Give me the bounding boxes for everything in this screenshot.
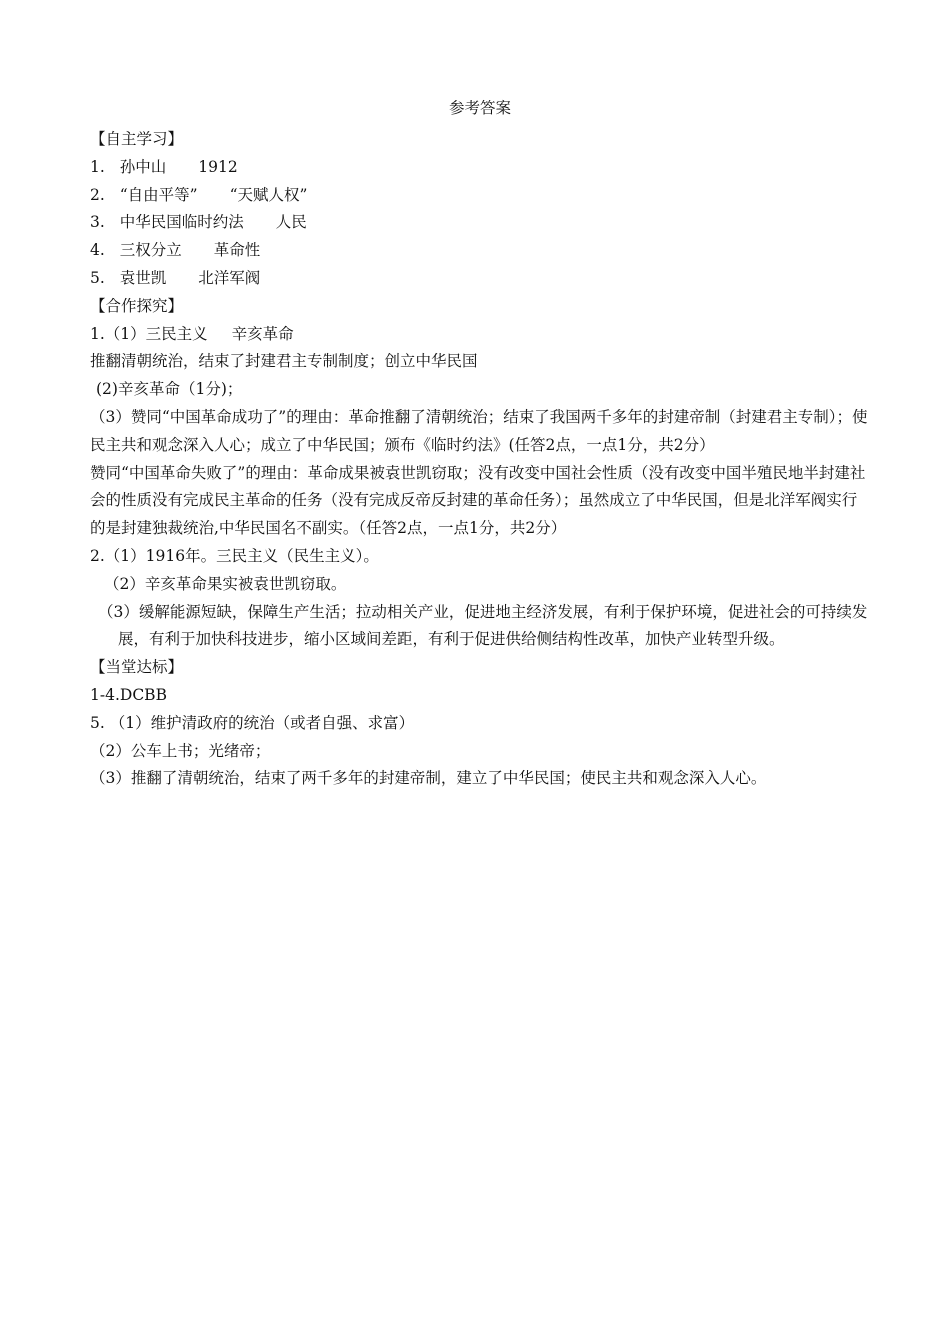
class-test-q1-4: 1-4.DCBB — [90, 685, 167, 704]
section-heading-class-test: 【当堂达标】 — [90, 658, 184, 677]
self-study-item-3 — [90, 209, 870, 237]
answer-text: 辛亥革命 — [231, 324, 294, 343]
cooperation-q1-4: 赞同“中国革命失败了”的理由：革命成果被袁世凯窃取；没有改变中国社会性质（没有改变中国半殖民地半封建社会的性质没有完成民主革命的任务（没有完成反帝反封建的革命任务）；虽然成立了中华民国，但是北洋军阀实行的是封建独裁统治,中华民国名不副实。（任答2点，一点1分，共2分） — [90, 463, 866, 538]
item-number: 3. — [90, 213, 105, 232]
document-title: 参考答案 — [448, 99, 511, 117]
answer-b: 革命性 — [213, 241, 261, 260]
class-test-q5-1: 5. （1）维护清政府的统治（或者自强、求富） — [90, 713, 415, 732]
answer-a: 中华民国临时约法 — [119, 213, 244, 232]
answer-a: 三权分立 — [119, 241, 182, 260]
answer-text: 1.（1）三民主义 — [90, 324, 208, 343]
cooperation-q1-3: （3）赞同“中国革命成功了”的理由：革命推翻了清朝统治；结束了我国两千多年的封建帝制（封建君主专制）；使民主共和观念深入人心；成立了中华民国；颁布《临时约法》(任答2点，一点1分，共2分） — [90, 407, 868, 454]
self-study-item-1 — [90, 154, 870, 182]
self-study-item-2 — [90, 182, 870, 210]
section-heading-self-study: 【自主学习】 — [90, 130, 184, 148]
item-number: 5. — [90, 268, 105, 287]
cooperation-q1-1-detail: 推翻清朝统治，结束了封建君主专制制度；创立中华民国 — [90, 352, 478, 371]
class-test-q5-3: （3）推翻了清朝统治，结束了两千多年的封建帝制，建立了中华民国；使民主共和观念深入人心。 — [90, 769, 767, 788]
item-number: 1. — [90, 157, 105, 176]
cooperation-q1-2: (2)辛亥革命（1分)； — [96, 380, 243, 399]
answer-a: 袁世凯 — [119, 268, 167, 287]
cooperation-q2-3: （3）缓解能源短缺，保障生产生活；拉动相关产业，促进地主经济发展，有利于保护环境，促进社会的可持续发展，有利于加快科技进步，缩小区域间差距，有利于促进供给侧结构性改革，加快产业转型升级。 — [98, 602, 868, 649]
answer-b: 1912 — [198, 157, 238, 176]
answer-a: “自由平等” — [119, 185, 198, 204]
class-test-q5-2: （2）公车上书；光绪帝； — [90, 741, 271, 760]
self-study-item-5 — [90, 265, 870, 293]
self-study-item-4 — [90, 237, 870, 265]
answer-a: 孙中山 — [119, 157, 167, 176]
cooperation-q2-2: （2）辛亥革命果实被袁世凯窃取。 — [104, 574, 347, 593]
answer-b: 人民 — [275, 213, 307, 232]
cooperation-q2-1: 2.（1）1916年。三民主义（民生主义）。 — [90, 546, 379, 565]
item-number: 2. — [90, 185, 105, 204]
cooperation-q1-1 — [90, 321, 870, 349]
answer-b: 北洋军阀 — [198, 268, 261, 287]
section-heading-cooperation: 【合作探究】 — [90, 296, 184, 315]
document-page — [90, 90, 870, 793]
item-number: 4. — [90, 241, 105, 260]
answer-b: “天赋人权” — [229, 185, 308, 204]
